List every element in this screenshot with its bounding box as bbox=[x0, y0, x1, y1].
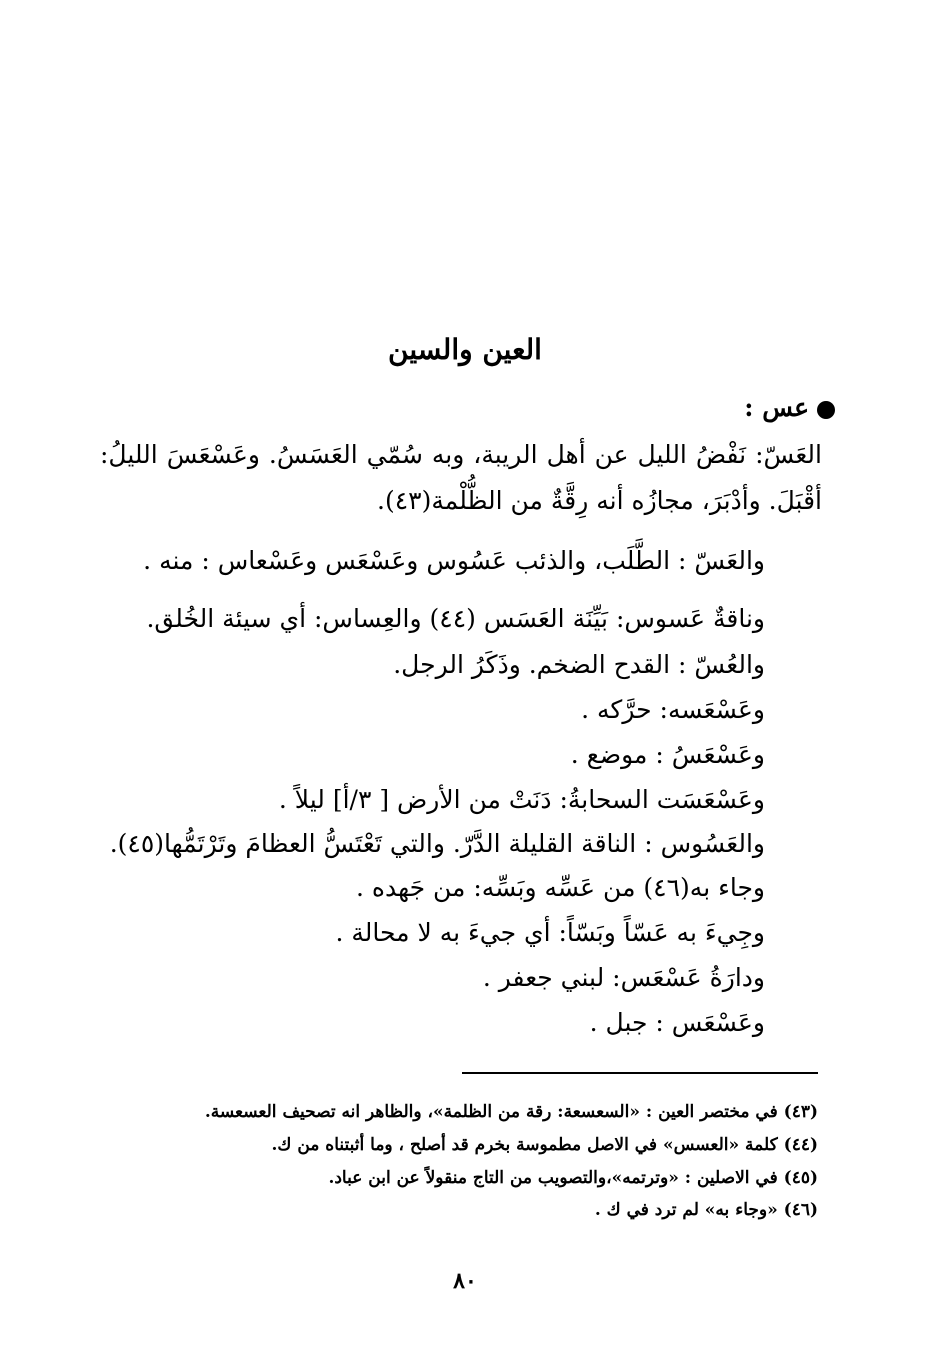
text-line-11: وعَسْعَس : جبل . bbox=[589, 1008, 765, 1037]
footnote-divider bbox=[462, 1072, 818, 1074]
entry-headword-text: عس : bbox=[744, 393, 809, 422]
bullet-dot-icon bbox=[817, 401, 835, 419]
text-line-9: وجِيءَ به عَسّاً وبَسّاً: أي جيءَ به لا محالة . bbox=[335, 918, 765, 947]
text-line-8: وجاء به(٤٦) من عَسِّه وبَسِّه: من جَهده . bbox=[355, 873, 765, 902]
text-line-10: ودارَةُ عَسْعَس: لبني جعفر . bbox=[482, 963, 765, 992]
text-line-6: وعَسْعَسَت السحابةُ: دَنَتْ من الأرض [ ٣/أ] ليلاً . bbox=[278, 785, 765, 814]
footnote-45: (٤٥) في الاصلين : «وترتمه»،والتصويب من التاج منقولاً عن ابن عباد. bbox=[328, 1168, 818, 1188]
page-number: ٨٠ bbox=[453, 1268, 477, 1294]
text-line-4: وعَسْعَسه: حرَّكه . bbox=[581, 695, 765, 724]
text-line-1: والعَسّ : الطَّلَب، والذئب عَسُوس وعَسْعَس وعَسْعاس : منه . bbox=[143, 546, 765, 575]
text-line-2: وناقةٌ عَسوس: بَيِّنَة العَسَس (٤٤) والعِساس: أي سيئة الخُلق. bbox=[146, 604, 765, 633]
footnote-46: (٤٦) «وجاء به» لم ترد في ك . bbox=[594, 1200, 818, 1220]
intro-paragraph: العَسّ: نَفْضُ الليل عن أهل الريبة، وبه سُمّي العَسَسُ. وعَسْعَسَ الليلُ: أقْبَلَ. وأدْبَرَ، مجازُه أنه رِقَّةٌ من الظُّلْمة(٤٣). bbox=[100, 440, 822, 515]
text-line-7: والعَسُوس : الناقة القليلة الدَّرّ. والتي تَعْتَسُّ العظامَ وتَرْتَمُّها(٤٥). bbox=[109, 829, 765, 858]
footnote-43: (٤٣) في مختصر العين : «السعسعة: رقة من الظلمة»، والظاهر انه تصحيف العسعسة. bbox=[204, 1102, 818, 1122]
text-line-3: والعُسّ : القدح الضخم. وذَكَرُ الرجل. bbox=[393, 650, 765, 679]
entry-headword bbox=[744, 393, 835, 422]
text-line-5: وعَسْعَسُ : موضع . bbox=[570, 740, 765, 769]
footnote-44: (٤٤) كلمة «العسس» في الاصل مطموسة بخرم قد أصلح ، وما أثبتناه من ك. bbox=[271, 1135, 818, 1155]
section-heading: العين والسين bbox=[388, 333, 542, 366]
